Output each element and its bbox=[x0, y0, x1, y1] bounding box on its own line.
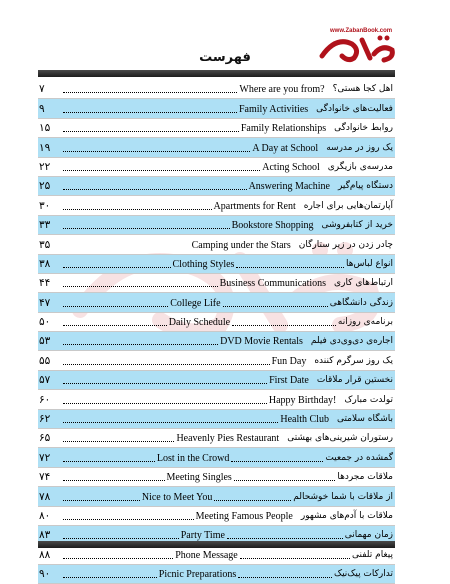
toc-list bbox=[38, 80, 395, 584]
toc-page-number: ۱۵ bbox=[39, 122, 51, 135]
toc-row[interactable] bbox=[38, 177, 395, 196]
toc-title-english: Nice to Meet You bbox=[141, 491, 213, 503]
toc-page-number: ۳۰ bbox=[39, 199, 51, 212]
dot-leader bbox=[63, 131, 239, 132]
toc-page-number: ۷۴ bbox=[39, 471, 51, 484]
toc-title-persian: یک روز در مدرسه bbox=[326, 142, 393, 153]
toc-row[interactable] bbox=[38, 255, 395, 274]
toc-title-persian: ارتباط‌های کاری bbox=[334, 278, 393, 289]
toc-row[interactable] bbox=[38, 235, 395, 254]
toc-row[interactable] bbox=[38, 80, 395, 99]
dot-leader bbox=[63, 364, 270, 365]
toc-title-english: Where are you from? bbox=[239, 84, 325, 96]
dot-leader bbox=[234, 480, 336, 481]
toc-page-number: ۶۲ bbox=[39, 413, 51, 426]
toc-page-number: ۴۷ bbox=[39, 296, 51, 309]
toc-title-persian: یک روز سرگرم کننده bbox=[314, 355, 393, 366]
dot-leader bbox=[214, 500, 291, 501]
toc-title-persian: ملاقات با آدم‌های مشهور bbox=[300, 510, 393, 521]
toc-title-persian: نخستین قرار ملاقات bbox=[316, 375, 393, 386]
toc-row[interactable] bbox=[38, 390, 395, 409]
dot-leader bbox=[63, 325, 167, 326]
dot-leader bbox=[63, 344, 218, 345]
toc-title-persian: آپارتمان‌هایی برای اجاره bbox=[303, 200, 393, 211]
dot-leader bbox=[63, 267, 171, 268]
toc-page-number: ۵۳ bbox=[39, 335, 51, 348]
toc-page-number: ۶۵ bbox=[39, 432, 51, 445]
toc-title-persian: اهل کجا هستی؟ bbox=[332, 84, 393, 95]
dot-leader bbox=[63, 480, 165, 481]
toc-row[interactable] bbox=[38, 371, 395, 390]
toc-row[interactable] bbox=[38, 99, 395, 118]
toc-title-english: Clothing Styles bbox=[172, 258, 235, 270]
toc-title-persian: چادر زدن در زیر ستارگان bbox=[298, 239, 393, 250]
toc-row[interactable] bbox=[38, 119, 395, 138]
toc-title-persian: برنامه‌ی روزانه bbox=[337, 317, 394, 328]
toc-title-persian: تولدت مبارک bbox=[344, 394, 393, 405]
toc-page-number: ۵۰ bbox=[39, 316, 51, 329]
dot-leader bbox=[223, 306, 328, 307]
dot-leader bbox=[63, 228, 230, 229]
toc-row[interactable] bbox=[38, 351, 395, 370]
toc-title-persian: انواع لباس‌ها bbox=[345, 258, 394, 269]
toc-title-english: Picnic Preparations bbox=[158, 569, 237, 581]
toc-title-persian: تدارکات پیک‌نیک bbox=[334, 569, 394, 580]
toc-page-number: ۴۴ bbox=[39, 277, 51, 290]
dot-leader bbox=[63, 383, 267, 384]
dot-leader bbox=[231, 461, 323, 462]
dot-leader bbox=[63, 558, 173, 559]
toc-title-persian: مدرسه‌ی بازیگری bbox=[327, 161, 393, 172]
toc-page-number: ۳۸ bbox=[39, 257, 51, 270]
toc-title-english: Business Communications bbox=[219, 278, 327, 290]
toc-row[interactable] bbox=[38, 565, 395, 584]
toc-title-english: Party Time bbox=[180, 530, 225, 542]
toc-row[interactable] bbox=[38, 332, 395, 351]
toc-page-number: ۱۹ bbox=[39, 141, 51, 154]
toc-title-english: Bookstore Shopping bbox=[231, 220, 314, 232]
toc-row[interactable] bbox=[38, 487, 395, 506]
dot-leader bbox=[236, 267, 344, 268]
toc-page-number: ۷ bbox=[39, 83, 45, 96]
toc-title-persian: ملاقات مجردها bbox=[337, 472, 394, 483]
toc-title-english: Family Activities bbox=[238, 103, 309, 115]
toc-title-english: Camping under the Stars bbox=[191, 239, 291, 251]
dot-leader bbox=[63, 519, 194, 520]
toc-title-persian: گمشده در جمعیت bbox=[325, 452, 394, 463]
dot-leader bbox=[240, 558, 350, 559]
toc-page-number: ۸۰ bbox=[39, 509, 51, 522]
toc-title-persian: دستگاه پیام‌گیر bbox=[337, 181, 393, 192]
dot-leader bbox=[63, 189, 247, 190]
dot-leader bbox=[63, 92, 237, 93]
toc-row[interactable] bbox=[38, 274, 395, 293]
toc-page-number: ۹ bbox=[39, 102, 45, 115]
toc-title-english: First Date bbox=[269, 375, 309, 387]
toc-row[interactable] bbox=[38, 138, 395, 157]
toc-page-number: ۵۷ bbox=[39, 374, 51, 387]
toc-title-english: A Day at School bbox=[252, 142, 319, 154]
toc-row[interactable] bbox=[38, 545, 395, 564]
toc-title-persian: روابط خانوادگی bbox=[334, 123, 393, 134]
toc-page-number: ۹۰ bbox=[39, 568, 51, 581]
toc-title-english: Daily Schedule bbox=[168, 317, 231, 329]
dot-leader bbox=[63, 306, 168, 307]
toc-title-persian: فعالیت‌های خانوادگی bbox=[316, 103, 393, 114]
toc-title-english: Apartments for Rent bbox=[213, 200, 296, 212]
toc-title-english: Answering Machine bbox=[248, 181, 330, 193]
toc-row[interactable] bbox=[38, 429, 395, 448]
toc-title-english: Happy Birthday! bbox=[268, 394, 337, 406]
toc-page-number: ۳۳ bbox=[39, 219, 51, 232]
toc-title-persian: باشگاه سلامتی bbox=[336, 414, 393, 425]
toc-title-english: DVD Movie Rentals bbox=[220, 336, 303, 348]
toc-title-english: Lost in the Crowd bbox=[156, 452, 230, 464]
dot-leader bbox=[63, 461, 155, 462]
toc-title-english: Fun Day bbox=[271, 355, 307, 367]
toc-title-english: Health Club bbox=[280, 414, 329, 426]
toc-title-persian: اجاره‌ی دی‌وی‌دی فیلم bbox=[310, 336, 393, 347]
dot-leader bbox=[63, 403, 267, 404]
toc-page-number: ۸۸ bbox=[39, 548, 51, 561]
toc-row[interactable] bbox=[38, 216, 395, 235]
toc-row[interactable] bbox=[38, 313, 395, 332]
toc-title-english: College Life bbox=[170, 297, 221, 309]
dot-leader bbox=[63, 209, 212, 210]
toc-title-persian: رستوران شیرینی‌های بهشتی bbox=[287, 433, 393, 444]
dot-leader bbox=[63, 500, 140, 501]
dot-leader bbox=[63, 286, 218, 287]
toc-row[interactable] bbox=[38, 507, 395, 526]
toc-page-number: ۳۵ bbox=[39, 238, 51, 251]
toc-title-english: Phone Message bbox=[175, 549, 238, 561]
toc-page-number: ۶۰ bbox=[39, 393, 51, 406]
dot-leader bbox=[63, 422, 278, 423]
toc-page-number: ۷۲ bbox=[39, 451, 51, 464]
toc-page-number: ۷۸ bbox=[39, 490, 51, 503]
toc-row[interactable] bbox=[38, 158, 395, 177]
toc-title-english: Heavenly Pies Restaurant bbox=[176, 433, 280, 445]
toc-row[interactable] bbox=[38, 196, 395, 215]
toc-title-persian: زمان مهمانی bbox=[344, 530, 393, 541]
toc-row[interactable] bbox=[38, 410, 395, 429]
toc-title-persian: از ملاقات با شما خوشحالم bbox=[293, 491, 393, 502]
toc-title-persian: خرید از کتابفروشی bbox=[321, 220, 393, 231]
title-rule bbox=[38, 70, 395, 77]
dot-leader bbox=[63, 112, 237, 113]
toc-page-number: ۲۵ bbox=[39, 180, 51, 193]
toc-row[interactable] bbox=[38, 293, 395, 312]
dot-leader bbox=[63, 538, 179, 539]
page-title: فهرست bbox=[199, 50, 251, 65]
toc-title-english: Acting School bbox=[262, 161, 320, 173]
toc-page-number: ۵۵ bbox=[39, 354, 51, 367]
toc-row[interactable] bbox=[38, 448, 395, 467]
toc-title-english: Meeting Famous People bbox=[195, 510, 293, 522]
toc-row[interactable] bbox=[38, 468, 395, 487]
dot-leader bbox=[63, 170, 260, 171]
dot-leader bbox=[63, 151, 250, 152]
toc-page-number: ۲۲ bbox=[39, 160, 51, 173]
dot-leader bbox=[232, 325, 336, 326]
toc-page-number: ۸۳ bbox=[39, 529, 51, 542]
toc-title-english: Meeting Singles bbox=[166, 472, 232, 484]
dot-leader bbox=[63, 441, 174, 442]
toc-title-english: Family Relationships bbox=[240, 123, 327, 135]
toc-title-persian: پیغام تلفنی bbox=[352, 549, 393, 560]
toc-title-persian: زندگی دانشگاهی bbox=[329, 297, 393, 308]
dot-leader bbox=[227, 538, 343, 539]
brand-url[interactable]: www.ZabanBook.com bbox=[330, 28, 393, 34]
bottom-rule bbox=[38, 541, 395, 548]
